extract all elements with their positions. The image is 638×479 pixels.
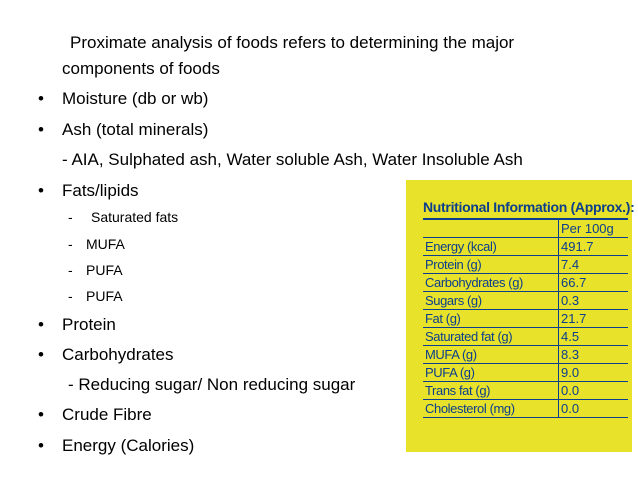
nutrition-row: [423, 382, 628, 400]
fat-sub-item: Saturated fats: [91, 209, 179, 225]
nutrient-value: 21.7: [561, 311, 587, 326]
nutrient-name: PUFA (g): [425, 365, 475, 380]
item-moisture: Moisture (db or wb): [62, 89, 209, 108]
nutrition-label-title: Nutritional Information (Approx.):: [423, 199, 635, 215]
bullet-marker: •: [38, 436, 44, 455]
nutrient-name: Fat (g): [425, 311, 461, 326]
per-100g-header: Per 100g: [561, 221, 614, 236]
item-ash: Ash (total minerals): [62, 120, 209, 139]
nutrition-label-image: [406, 180, 635, 452]
nutrient-name: Energy (kcal): [425, 239, 497, 254]
item-carbohydrates: Carbohydrates: [62, 345, 174, 364]
item-ash-subtypes: - AIA, Sulphated ash, Water soluble Ash, Water Insoluble Ash: [62, 150, 523, 169]
nutrient-value: 7.4: [561, 257, 580, 272]
nutrition-row: [423, 328, 628, 346]
fat-sub-item: PUFA: [86, 288, 123, 304]
nutrient-value: 9.0: [561, 365, 580, 380]
fat-sub-item: PUFA: [86, 262, 123, 278]
nutrient-value: 0.3: [561, 293, 580, 308]
nutrient-value: 66.7: [561, 275, 587, 290]
nutrient-value: 8.3: [561, 347, 580, 362]
nutrition-row: [423, 292, 628, 310]
nutrient-name: Trans fat (g): [425, 383, 491, 398]
nutrition-row: [423, 274, 628, 292]
nutrition-row: [423, 310, 628, 328]
bullet-marker: •: [38, 315, 44, 334]
nutrient-value: 4.5: [561, 329, 580, 344]
nutrition-row: [423, 400, 628, 418]
nutrition-header-row: [423, 220, 628, 238]
nutrient-name: Carbohydrates (g): [425, 275, 523, 290]
nutrition-row: [423, 256, 628, 274]
item-energy: Energy (Calories): [62, 436, 195, 455]
item-fats: Fats/lipids: [62, 181, 139, 200]
nutrition-row: [423, 238, 628, 256]
nutrient-value: 0.0: [561, 383, 580, 398]
nutrient-value: 0.0: [561, 401, 580, 416]
nutrition-row: [423, 346, 628, 364]
nutrient-name: MUFA (g): [425, 347, 477, 362]
item-protein: Protein: [62, 315, 116, 334]
bullet-marker: •: [38, 120, 44, 139]
intro-text-line1: Proximate analysis of foods refers to determining the major: [70, 33, 515, 52]
nutrient-name: Sugars (g): [425, 293, 482, 308]
dash-marker: -: [68, 288, 73, 304]
bullet-marker: •: [38, 345, 44, 364]
fat-sub-item: MUFA: [86, 236, 125, 252]
bullet-marker: •: [38, 181, 44, 200]
nutrient-name: Saturated fat (g): [425, 329, 513, 344]
dash-marker: -: [68, 209, 73, 225]
nutrient-value: 491.7: [561, 239, 594, 254]
nutrient-name: Cholesterol (mg): [425, 401, 515, 416]
item-carbs-subtypes: - Reducing sugar/ Non reducing sugar: [68, 375, 356, 394]
bullet-marker: •: [38, 405, 44, 424]
bullet-marker: •: [38, 89, 44, 108]
nutrient-name: Protein (g): [425, 257, 482, 272]
item-crude-fibre: Crude Fibre: [62, 405, 152, 424]
dash-marker: -: [68, 236, 73, 252]
intro-text-line2: components of foods: [62, 59, 220, 78]
dash-marker: -: [68, 262, 73, 278]
nutrition-row: [423, 364, 628, 382]
